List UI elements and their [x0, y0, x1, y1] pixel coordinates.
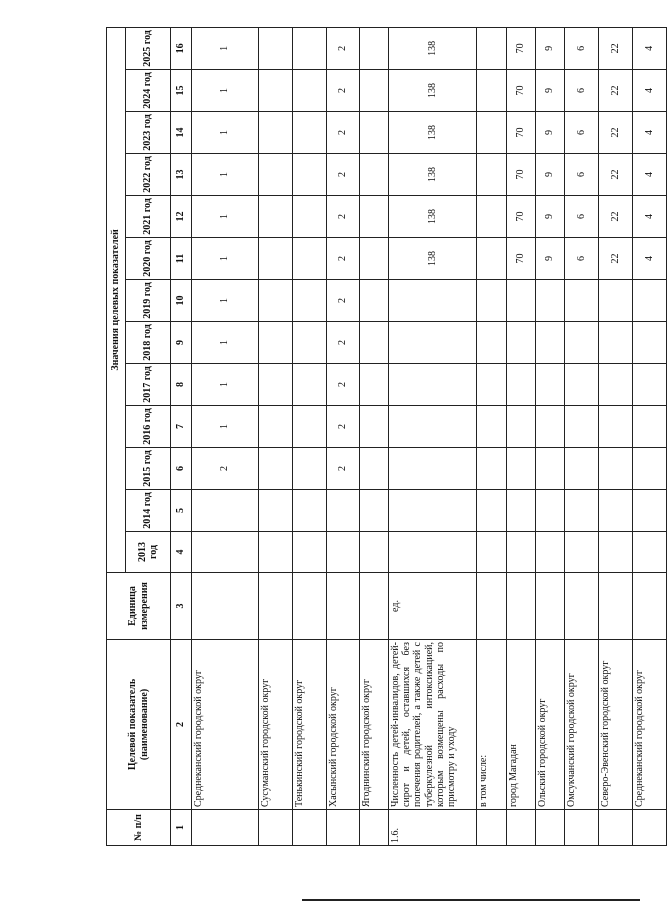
indicator-name: Среднеканский городской округ — [192, 640, 259, 810]
table-row — [192, 27, 259, 845]
unit-cell — [536, 573, 565, 640]
header-values-group: Значения целевых показателей — [107, 27, 126, 572]
header-year: 2013 год — [126, 532, 171, 573]
value-cell — [536, 406, 565, 448]
value-cell — [259, 238, 293, 280]
value-cell — [360, 532, 389, 573]
value-cell: 4 — [633, 196, 667, 238]
value-cell — [633, 490, 667, 532]
value-cell — [360, 322, 389, 364]
value-cell — [536, 322, 565, 364]
value-cell — [477, 112, 507, 154]
column-number: 11 — [171, 238, 192, 280]
table-row — [633, 27, 667, 845]
value-cell — [565, 490, 599, 532]
indicator-name: Сусуманский городской округ — [259, 640, 293, 810]
value-cell — [536, 364, 565, 406]
value-cell: 2 — [327, 448, 360, 490]
column-number: 5 — [171, 490, 192, 532]
value-cell: 1 — [192, 70, 259, 112]
column-number: 3 — [171, 573, 192, 640]
value-cell: 22 — [599, 238, 633, 280]
value-cell — [565, 448, 599, 490]
value-cell — [507, 280, 536, 322]
indicator-name: в том числе: — [477, 640, 507, 810]
value-cell — [599, 406, 633, 448]
value-cell: 6 — [565, 70, 599, 112]
column-number: 15 — [171, 70, 192, 112]
value-cell: 1 — [192, 238, 259, 280]
value-cell — [259, 448, 293, 490]
value-cell — [259, 112, 293, 154]
header-year: 2020 год — [126, 238, 171, 280]
value-cell — [477, 238, 507, 280]
value-cell — [360, 448, 389, 490]
row-number — [360, 810, 389, 846]
value-cell — [360, 27, 389, 69]
header-indicator: Целевой показатель (наименование) — [107, 640, 171, 810]
value-cell: 4 — [633, 70, 667, 112]
value-cell: 2 — [327, 196, 360, 238]
value-cell — [360, 238, 389, 280]
row-number — [477, 810, 507, 846]
row-number — [507, 810, 536, 846]
value-cell: 70 — [507, 238, 536, 280]
value-cell — [507, 322, 536, 364]
value-cell — [259, 280, 293, 322]
value-cell: 9 — [536, 112, 565, 154]
header-num: № п/п — [107, 810, 171, 846]
value-cell — [259, 322, 293, 364]
value-cell: 2 — [327, 70, 360, 112]
value-cell: 1 — [192, 280, 259, 322]
value-cell — [565, 280, 599, 322]
table-row — [507, 27, 536, 845]
value-cell: 6 — [565, 238, 599, 280]
value-cell — [477, 406, 507, 448]
value-cell: 138 — [389, 70, 477, 112]
column-number: 7 — [171, 406, 192, 448]
value-cell — [633, 364, 667, 406]
value-cell: 22 — [599, 154, 633, 196]
value-cell — [507, 490, 536, 532]
value-cell — [259, 154, 293, 196]
table-row — [360, 27, 389, 845]
value-cell — [360, 406, 389, 448]
column-number: 2 — [171, 640, 192, 810]
row-number — [259, 810, 293, 846]
value-cell — [389, 448, 477, 490]
column-number: 4 — [171, 532, 192, 573]
value-cell — [633, 448, 667, 490]
value-cell — [507, 448, 536, 490]
value-cell — [599, 490, 633, 532]
value-cell — [565, 406, 599, 448]
value-cell: 2 — [327, 322, 360, 364]
value-cell: 9 — [536, 154, 565, 196]
column-number: 1 — [171, 810, 192, 846]
value-cell — [293, 70, 327, 112]
header-year: 2022 год — [126, 154, 171, 196]
value-cell: 22 — [599, 112, 633, 154]
indicator-name: Численность детей-инвалидов, детей-сирот и детей, оставшихся без попечения родителей, а также детей с туберкулезной интоксикацией, которым возмещены расходы по присмотру и уходу — [389, 640, 477, 810]
rotated-table-container — [106, 30, 655, 846]
indicator-name: Хасынский городской округ — [327, 640, 360, 810]
value-cell: 9 — [536, 70, 565, 112]
value-cell — [259, 196, 293, 238]
value-cell — [389, 532, 477, 573]
value-cell — [536, 448, 565, 490]
value-cell — [477, 27, 507, 69]
value-cell — [477, 154, 507, 196]
column-number: 16 — [171, 27, 192, 69]
target-indicators-table — [106, 27, 667, 846]
value-cell — [259, 532, 293, 573]
unit-cell — [633, 573, 667, 640]
value-cell: 1 — [192, 196, 259, 238]
value-cell — [507, 406, 536, 448]
unit-cell — [507, 573, 536, 640]
value-cell — [477, 322, 507, 364]
value-cell — [599, 280, 633, 322]
value-cell — [633, 406, 667, 448]
unit-cell — [259, 573, 293, 640]
value-cell — [259, 364, 293, 406]
row-number — [633, 810, 667, 846]
value-cell: 6 — [565, 196, 599, 238]
value-cell: 4 — [633, 238, 667, 280]
unit-cell — [565, 573, 599, 640]
value-cell: 2 — [327, 280, 360, 322]
indicator-name: Омсукчанский городской округ — [565, 640, 599, 810]
indicator-name: Ольский городской округ — [536, 640, 565, 810]
value-cell: 2 — [192, 448, 259, 490]
value-cell: 70 — [507, 27, 536, 69]
value-cell — [536, 532, 565, 573]
value-cell: 4 — [633, 112, 667, 154]
value-cell: 1 — [192, 27, 259, 69]
value-cell — [293, 154, 327, 196]
header-year: 2017 год — [126, 364, 171, 406]
value-cell — [536, 490, 565, 532]
value-cell: 70 — [507, 196, 536, 238]
table-row — [599, 27, 633, 845]
value-cell — [633, 280, 667, 322]
value-cell — [259, 490, 293, 532]
column-number: 6 — [171, 448, 192, 490]
value-cell — [192, 532, 259, 573]
header-year: 2019 год — [126, 280, 171, 322]
value-cell: 2 — [327, 154, 360, 196]
value-cell — [389, 280, 477, 322]
value-cell — [360, 364, 389, 406]
unit-cell — [293, 573, 327, 640]
value-cell — [477, 448, 507, 490]
value-cell — [477, 532, 507, 573]
table-row — [536, 27, 565, 845]
value-cell — [599, 364, 633, 406]
value-cell: 4 — [633, 27, 667, 69]
value-cell — [360, 280, 389, 322]
value-cell — [360, 70, 389, 112]
value-cell — [389, 490, 477, 532]
value-cell: 9 — [536, 196, 565, 238]
value-cell — [507, 532, 536, 573]
header-year: 2024 год — [126, 70, 171, 112]
unit-cell: ед. — [389, 573, 477, 640]
value-cell — [360, 196, 389, 238]
indicator-name: Ягоднинский городской округ — [360, 640, 389, 810]
value-cell — [599, 532, 633, 573]
value-cell: 4 — [633, 154, 667, 196]
value-cell — [293, 448, 327, 490]
value-cell — [477, 280, 507, 322]
column-number: 8 — [171, 364, 192, 406]
table-row — [327, 27, 360, 845]
value-cell — [259, 406, 293, 448]
row-number — [536, 810, 565, 846]
indicator-name: Среднеканский городской округ — [633, 640, 667, 810]
value-cell — [565, 322, 599, 364]
value-cell — [293, 322, 327, 364]
value-cell — [293, 112, 327, 154]
value-cell — [293, 532, 327, 573]
value-cell — [599, 448, 633, 490]
value-cell — [327, 490, 360, 532]
value-cell: 6 — [565, 27, 599, 69]
value-cell: 138 — [389, 196, 477, 238]
indicator-name: Тенькинский городской округ — [293, 640, 327, 810]
value-cell — [327, 532, 360, 573]
value-cell — [633, 322, 667, 364]
table-row — [389, 27, 477, 845]
value-cell: 22 — [599, 70, 633, 112]
value-cell — [389, 406, 477, 448]
value-cell — [259, 70, 293, 112]
unit-cell — [192, 573, 259, 640]
value-cell: 1 — [192, 364, 259, 406]
unit-cell — [327, 573, 360, 640]
value-cell: 70 — [507, 154, 536, 196]
header-year: 2023 год — [126, 112, 171, 154]
value-cell: 2 — [327, 112, 360, 154]
value-cell — [633, 532, 667, 573]
value-cell: 1 — [192, 322, 259, 364]
value-cell: 138 — [389, 238, 477, 280]
value-cell — [599, 322, 633, 364]
value-cell — [360, 490, 389, 532]
value-cell: 6 — [565, 112, 599, 154]
row-number — [192, 810, 259, 846]
value-cell: 22 — [599, 27, 633, 69]
indicator-name: Северо-Эвенский городской округ — [599, 640, 633, 810]
value-cell: 2 — [327, 364, 360, 406]
value-cell — [477, 70, 507, 112]
value-cell — [293, 406, 327, 448]
value-cell: 138 — [389, 27, 477, 69]
value-cell: 22 — [599, 196, 633, 238]
value-cell — [536, 280, 565, 322]
value-cell — [565, 364, 599, 406]
value-cell — [360, 154, 389, 196]
value-cell — [477, 364, 507, 406]
value-cell: 138 — [389, 154, 477, 196]
header-year: 2016 год — [126, 406, 171, 448]
column-number: 14 — [171, 112, 192, 154]
value-cell: 9 — [536, 27, 565, 69]
value-cell — [507, 364, 536, 406]
unit-cell — [599, 573, 633, 640]
value-cell — [477, 196, 507, 238]
header-unit: Единица измерения — [107, 573, 171, 640]
table-row — [477, 27, 507, 845]
indicator-name: город Магадан — [507, 640, 536, 810]
value-cell — [293, 364, 327, 406]
value-cell: 70 — [507, 70, 536, 112]
value-cell — [293, 238, 327, 280]
header-year: 2021 год — [126, 196, 171, 238]
value-cell — [293, 280, 327, 322]
value-cell: 1 — [192, 154, 259, 196]
row-number: 1.6. — [389, 810, 477, 846]
value-cell: 70 — [507, 112, 536, 154]
column-number: 9 — [171, 322, 192, 364]
value-cell — [477, 490, 507, 532]
column-number: 12 — [171, 196, 192, 238]
value-cell: 138 — [389, 112, 477, 154]
value-cell: 2 — [327, 406, 360, 448]
value-cell — [192, 490, 259, 532]
header-year: 2014 год — [126, 490, 171, 532]
header-year: 2018 год — [126, 322, 171, 364]
value-cell — [293, 27, 327, 69]
header-year: 2015 год — [126, 448, 171, 490]
value-cell: 2 — [327, 238, 360, 280]
value-cell — [360, 112, 389, 154]
column-number: 13 — [171, 154, 192, 196]
value-cell: 9 — [536, 238, 565, 280]
value-cell: 1 — [192, 112, 259, 154]
table-row — [565, 27, 599, 845]
value-cell: 6 — [565, 154, 599, 196]
column-number: 10 — [171, 280, 192, 322]
value-cell — [293, 490, 327, 532]
value-cell: 2 — [327, 27, 360, 69]
unit-cell — [477, 573, 507, 640]
value-cell — [565, 532, 599, 573]
table-row — [259, 27, 293, 845]
bottom-rule — [302, 899, 640, 901]
row-number — [327, 810, 360, 846]
value-cell: 1 — [192, 406, 259, 448]
row-number — [599, 810, 633, 846]
value-cell — [293, 196, 327, 238]
header-year: 2025 год — [126, 27, 171, 69]
table-row — [293, 27, 327, 845]
row-number — [293, 810, 327, 846]
value-cell — [389, 364, 477, 406]
unit-cell — [360, 573, 389, 640]
row-number — [565, 810, 599, 846]
value-cell — [389, 322, 477, 364]
value-cell — [259, 27, 293, 69]
